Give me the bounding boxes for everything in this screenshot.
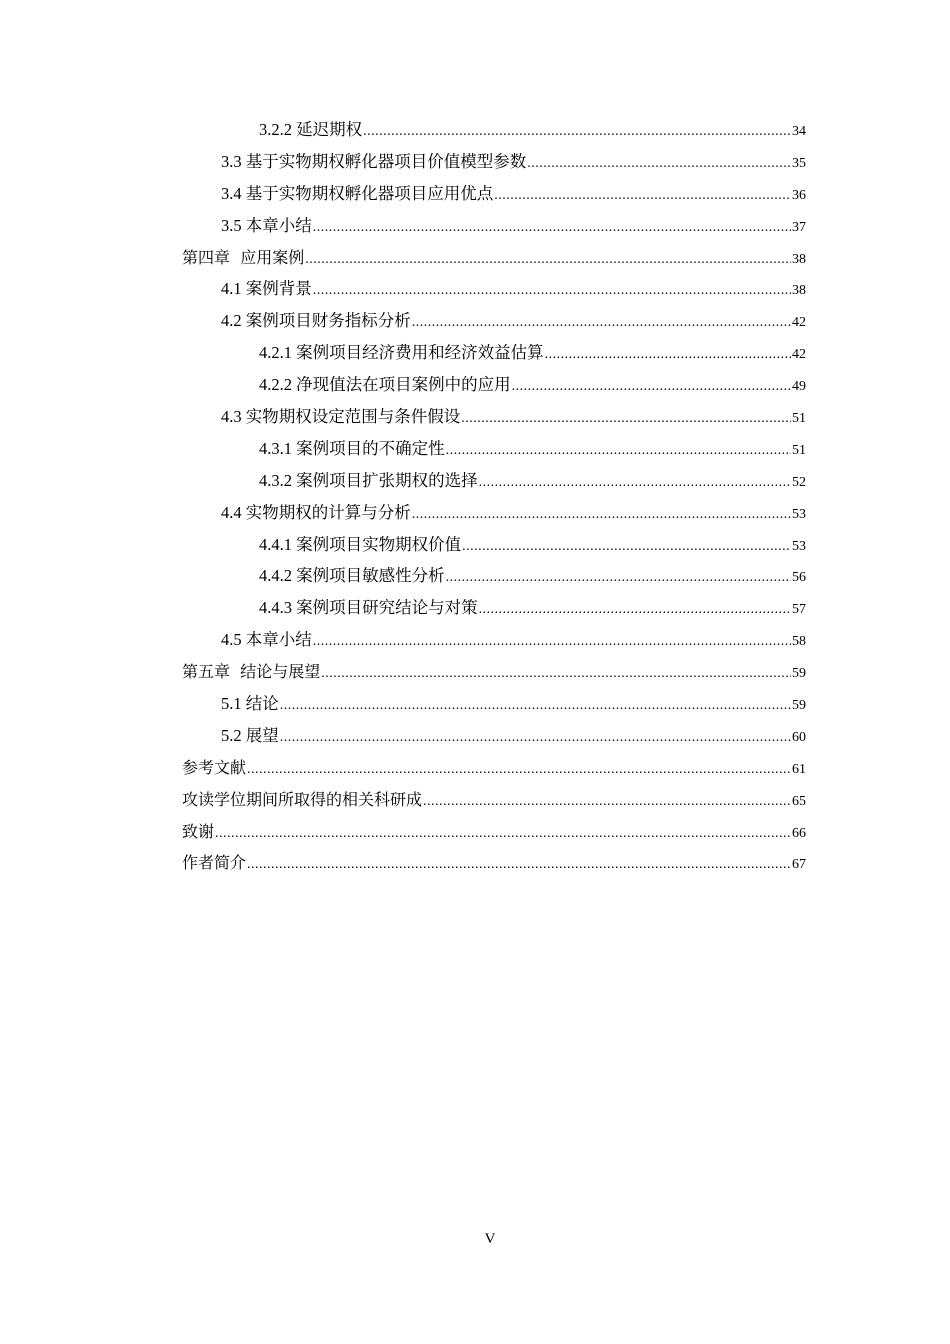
toc-leader-dots: [412, 499, 791, 531]
toc-entry-number: 第五章: [182, 662, 231, 682]
toc-leader-dots: [527, 148, 791, 180]
toc-entry-title: 案例项目财务指标分析: [245, 311, 411, 331]
toc-entry-number: 第四章: [182, 247, 231, 267]
toc-leader-dots: [446, 562, 791, 594]
toc-entry-title: 案例项目的不确定性: [296, 438, 445, 458]
toc-entry-page: 59: [792, 666, 806, 682]
toc-entry[interactable]: [182, 497, 806, 529]
toc-entry-number: 3.3: [221, 151, 242, 171]
toc-entry-title: 延迟期权: [296, 120, 363, 139]
toc-entry-page: 65: [792, 793, 806, 809]
toc-entry-title: 案例背景: [245, 279, 312, 299]
toc-entry[interactable]: [182, 592, 806, 624]
toc-entry[interactable]: [182, 210, 806, 242]
toc-entry-number: 4.2: [221, 311, 242, 331]
toc-entry-title: 净现值法在项目案例中的应用: [296, 375, 511, 395]
toc-entry-number: 4.4.1: [259, 534, 292, 554]
toc-entry-title: 致谢: [182, 821, 215, 841]
toc-entry-number: 3.5: [221, 215, 242, 235]
toc-entry-page: 37: [792, 219, 806, 235]
toc-entry-title: 案例项目研究结论与对策: [296, 598, 478, 618]
toc-entry-page: 34: [792, 124, 806, 139]
toc-entry-page: 60: [792, 729, 806, 745]
toc-entry[interactable]: [182, 560, 806, 592]
toc-entry-title: 结论与展望: [240, 662, 321, 682]
toc-entry-page: 53: [792, 506, 806, 522]
toc-entry-number: 4.4.3: [259, 598, 292, 618]
toc-leader-dots: [280, 722, 791, 754]
toc-entry-number: 4.4.2: [259, 566, 292, 586]
toc-entry-page: 49: [792, 379, 806, 395]
toc-leader-dots: [305, 244, 791, 276]
toc-entry-title: 本章小结: [245, 215, 312, 235]
toc-entry[interactable]: [182, 146, 806, 178]
toc-entry[interactable]: [182, 401, 806, 433]
toc-entry-title: 本章小结: [245, 630, 312, 650]
toc-leader-dots: [462, 531, 791, 563]
toc-entry-number: 4.3.1: [259, 438, 292, 458]
toc-leader-dots: [247, 849, 791, 881]
toc-entry[interactable]: [182, 337, 806, 369]
toc-chapter-entry[interactable]: [182, 656, 806, 688]
toc-entry-number: 3.4: [221, 183, 242, 203]
toc-entry[interactable]: [182, 529, 806, 561]
toc-entry-page: 38: [792, 251, 806, 267]
toc-chapter-entry[interactable]: [182, 847, 806, 879]
toc-leader-dots: [494, 180, 791, 212]
toc-entry-page: 51: [792, 442, 806, 458]
toc-entry-title: 案例项目经济费用和经济效益估算: [296, 343, 544, 363]
toc-entry-number: 5.1: [221, 694, 242, 714]
toc-leader-dots: [363, 116, 791, 148]
toc-entry-page: 36: [792, 187, 806, 203]
toc-leader-dots: [479, 467, 791, 499]
toc-entry-title: 展望: [245, 725, 279, 745]
toc-entry[interactable]: [182, 720, 806, 752]
toc-leader-dots: [313, 212, 791, 244]
toc-entry-number: 4.2.2: [259, 375, 292, 395]
toc-entry-page: 58: [792, 634, 806, 650]
toc-chapter-entry[interactable]: [182, 752, 806, 784]
toc-entry-page: 59: [792, 698, 806, 714]
toc-entry[interactable]: [182, 369, 806, 401]
toc-entry-page: 53: [792, 538, 806, 554]
toc-entry-page: 66: [792, 825, 806, 841]
toc-entry[interactable]: [182, 624, 806, 656]
toc-leader-dots: [321, 658, 791, 690]
toc-entry-page: 67: [792, 857, 806, 873]
toc-entry-number: 4.1: [221, 279, 242, 299]
toc-entry-number: 4.3.2: [259, 470, 292, 490]
toc-entry-page: 61: [792, 761, 806, 777]
toc-entry-title: 基于实物期权孵化器项目价值模型参数: [245, 151, 527, 171]
toc-entry-number: 4.3: [221, 407, 242, 427]
toc-entry[interactable]: [182, 688, 806, 720]
toc-leader-dots: [280, 690, 791, 722]
page-number: V: [484, 1231, 496, 1247]
toc-leader-dots: [313, 275, 791, 307]
toc-leader-dots: [479, 594, 791, 626]
toc-entry[interactable]: [182, 433, 806, 465]
toc-entry[interactable]: [182, 178, 806, 210]
toc-entry-number: 4.5: [221, 630, 242, 650]
toc-entry-title: 实物期权设定范围与条件假设: [245, 407, 461, 427]
toc-entry-title: 参考文献: [182, 757, 247, 777]
toc-entry-title: 案例项目扩张期权的选择: [296, 470, 478, 490]
toc-entry-title: 结论: [245, 694, 279, 714]
toc-entry-title: 案例项目实物期权价值: [296, 534, 462, 554]
toc-chapter-entry[interactable]: [182, 816, 806, 848]
toc-entry-page: 35: [792, 155, 806, 171]
toc-leader-dots: [423, 786, 791, 818]
toc-entry-page: 38: [792, 283, 806, 299]
toc-entry-title: 实物期权的计算与分析: [245, 502, 411, 522]
toc-entry-page: 57: [792, 602, 806, 618]
toc-leader-dots: [247, 754, 791, 786]
toc-leader-dots: [446, 435, 791, 467]
toc-leader-dots: [412, 307, 791, 339]
toc-entry-title: 作者简介: [182, 853, 247, 873]
toc-leader-dots: [461, 403, 791, 435]
toc-entry-title: 案例项目敏感性分析: [296, 566, 445, 586]
toc-entry-title: 基于实物期权孵化器项目应用优点: [245, 183, 494, 203]
toc-entry-number: 4.4: [221, 502, 242, 522]
toc-leader-dots: [215, 818, 791, 850]
toc-entry[interactable]: [182, 305, 806, 337]
toc-entry-title: 攻读学位期间所取得的相关科研成: [182, 789, 423, 809]
toc-entry[interactable]: [182, 465, 806, 497]
toc-leader-dots: [512, 371, 791, 403]
toc-chapter-entry[interactable]: [182, 784, 806, 816]
toc-leader-dots: [313, 626, 791, 658]
toc-entry[interactable]: [182, 273, 806, 305]
toc-entry-page: 51: [792, 411, 806, 427]
toc-entry-number: 4.2.1: [259, 343, 292, 363]
toc-entry-page: 42: [792, 315, 806, 331]
toc-entry-number: 3.2.2: [259, 120, 292, 139]
toc-entry[interactable]: [182, 114, 806, 146]
toc-leader-dots: [545, 339, 791, 371]
toc-chapter-entry[interactable]: [182, 242, 806, 274]
toc-entry-number: 5.2: [221, 725, 242, 745]
table-of-contents: [182, 114, 806, 879]
toc-entry-page: 42: [792, 347, 806, 363]
toc-entry-title: 应用案例: [240, 247, 305, 267]
toc-entry-page: 52: [792, 474, 806, 490]
toc-entry-page: 56: [792, 570, 806, 586]
